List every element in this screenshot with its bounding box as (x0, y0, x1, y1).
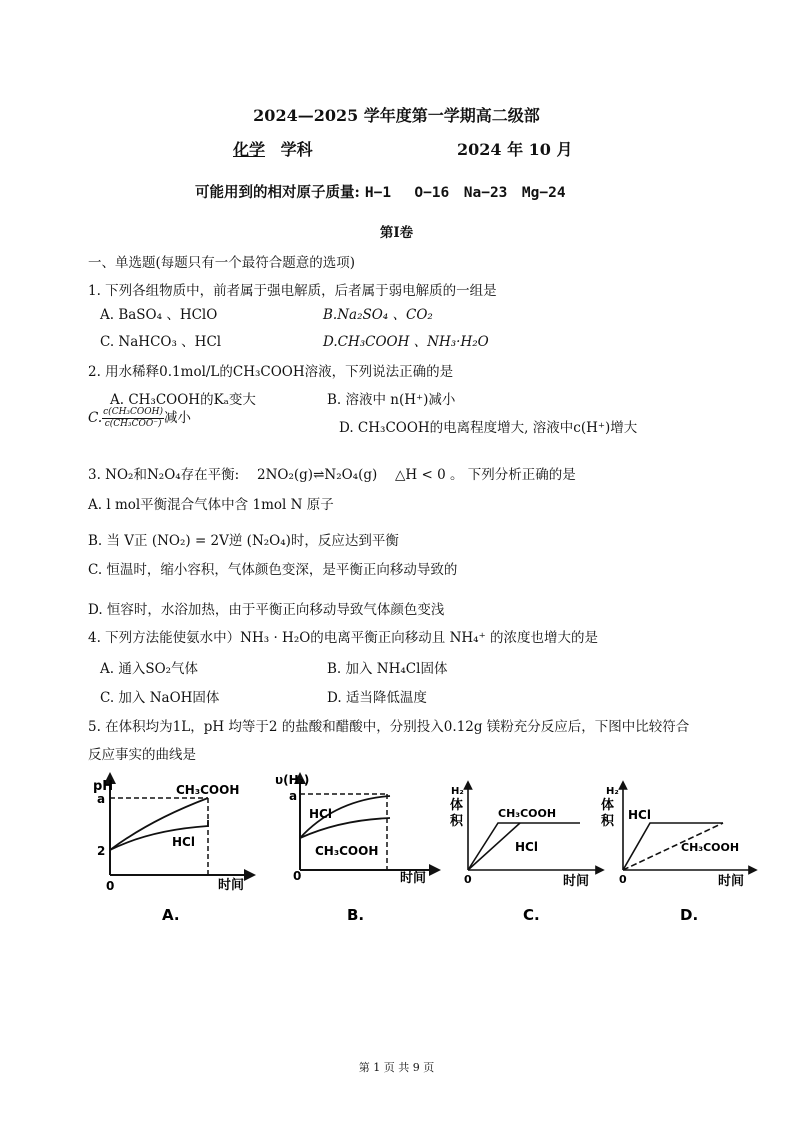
graph-b (275, 770, 445, 925)
q2-fraction-numerator: c(CH₃COOH) (103, 407, 164, 417)
graph-a-label-top: CH₃COOH (176, 783, 240, 797)
subject-line (233, 137, 313, 160)
q2-fraction (102, 407, 164, 430)
graph-a-ytick-a: a (97, 792, 106, 806)
graph-b-caption: B. (347, 906, 365, 924)
graph-a-label-bottom: HCl (172, 835, 195, 849)
q4-stem: 4. 下列方法能使氨水中）NH₃ · H₂O的电离平衡正向移动且 NH₄⁺ 的浓度也增大的是 (88, 630, 598, 646)
page-number: 第 1 页 共 9 页 (358, 1061, 435, 1074)
graph-a-ytick-2: 2 (97, 844, 106, 858)
graph-d-ylabel-2: 体 (601, 798, 615, 813)
q5-stem-line1: 5. 在体积均为1L，pH 均等于2 的盐酸和醋酸中，分别投入0.12g 镁粉充分反应后，下图中比较符合 (88, 719, 690, 735)
graph-d-ylabel-3: 积 (601, 814, 615, 829)
graph-b-curve-ch3cooh (300, 818, 390, 838)
q1-option-c: C. NaHCO₃ 、HCl (100, 334, 222, 350)
q2-option-b: B. 溶液中 n(H⁺)减小 (327, 392, 456, 408)
graph-c-ylabel-2: 体 (450, 798, 464, 813)
q1-option-b: B.Na₂SO₄ 、CO₂ (323, 307, 433, 323)
graph-d-xlabel: 时间 (718, 874, 745, 889)
atomic-mass-label: 可能用到的相对原子质量: (195, 184, 360, 201)
exam-date: 2024 年 10 月 (457, 140, 573, 159)
exam-title: 2024—2025 学年度第一学期高二级部 (253, 106, 540, 125)
q1-option-a: A. BaSO₄ 、HClO (100, 307, 218, 323)
volume-heading: 第Ⅰ卷 (379, 225, 414, 241)
graph-a-origin: 0 (106, 879, 115, 893)
graph-b-ytick-a: a (289, 789, 298, 803)
q2-option-c-suffix: 减小 (164, 410, 192, 426)
q2-fraction-denominator: c(CH₃COO⁻) (104, 419, 162, 429)
atomic-mass-line (195, 181, 566, 202)
graph-c-ylabel-3: 积 (450, 814, 464, 829)
q3-option-b: B. 当 V正 (NO₂) = 2V逆 (N₂O₄)时，反应达到平衡 (88, 533, 399, 549)
graph-d-caption: D. (680, 906, 699, 924)
graph-a (90, 770, 260, 925)
graph-a-caption: A. (162, 906, 180, 924)
graph-d (598, 775, 768, 925)
q4-option-a: A. 通入SO₂气体 (100, 661, 199, 677)
q3-option-d: D. 恒容时，水浴加热，由于平衡正向移动导致气体颜色变浅 (88, 602, 445, 618)
graph-d-ylabel-1: H₂ (606, 786, 619, 797)
graph-d-label-top: HCl (628, 808, 651, 822)
q2-option-c-prefix: C. (88, 410, 103, 426)
graph-c (445, 775, 615, 925)
q3-option-c: C. 恒温时，缩小容积，气体颜色变深，是平衡正向移动导致的 (88, 562, 458, 578)
q2-option-d: D. CH₃COOH的电离程度增大, 溶液中c(H⁺)增大 (339, 420, 638, 436)
q4-option-c: C. 加入 NaOH固体 (100, 690, 220, 706)
graph-d-label-bottom: CH₃COOH (681, 841, 740, 854)
q1-stem: 1. 下列各组物质中，前者属于强电解质，后者属于弱电解质的一组是 (88, 283, 497, 299)
graph-b-ylabel: υ(H₂) (275, 773, 310, 787)
graph-c-xlabel: 时间 (563, 874, 590, 889)
subject-suffix: 学科 (280, 140, 313, 159)
q3-option-a: A. l mol平衡混合气体中含 1mol N 原子 (88, 497, 334, 513)
section-title: 一、单选题(每题只有一个最符合题意的选项) (88, 255, 356, 271)
graph-c-caption: C. (523, 906, 540, 924)
q2-stem: 2. 用水稀释0.1mol/L的CH₃COOH溶液，下列说法正确的是 (88, 364, 454, 380)
graph-b-label-bottom: CH₃COOH (315, 844, 379, 858)
atomic-masses: H−1 O−16 Na−23 Mg−24 (364, 185, 566, 201)
q2-option-c (88, 406, 191, 430)
graph-a-ylabel: pH (93, 779, 114, 794)
q3-stem: 3. NO₂和N₂O₄存在平衡: 2NO₂(g)⇌N₂O₄(g) △H < 0 。 下列分析正确的是 (88, 467, 576, 483)
subject: 化学 (233, 140, 266, 159)
q2-option-a: A. CH₃COOH的Kₐ变大 (110, 392, 256, 408)
graph-c-ylabel-1: H₂ (451, 786, 464, 797)
graph-b-label-top: HCl (309, 807, 332, 821)
graph-c-label-top: CH₃COOH (498, 807, 557, 820)
graph-b-xlabel: 时间 (400, 871, 427, 886)
q4-option-d: D. 适当降低温度 (327, 690, 427, 706)
graph-a-xlabel: 时间 (218, 878, 245, 893)
graph-b-origin: 0 (293, 869, 302, 883)
graph-c-label-bottom: HCl (515, 840, 538, 854)
graph-d-origin: 0 (619, 873, 627, 886)
graph-c-origin: 0 (464, 873, 472, 886)
q4-option-b: B. 加入 NH₄Cl固体 (327, 661, 448, 677)
q1-option-d: D.CH₃COOH 、NH₃·H₂O (323, 334, 489, 350)
q5-stem-line2: 反应事实的曲线是 (88, 747, 196, 763)
